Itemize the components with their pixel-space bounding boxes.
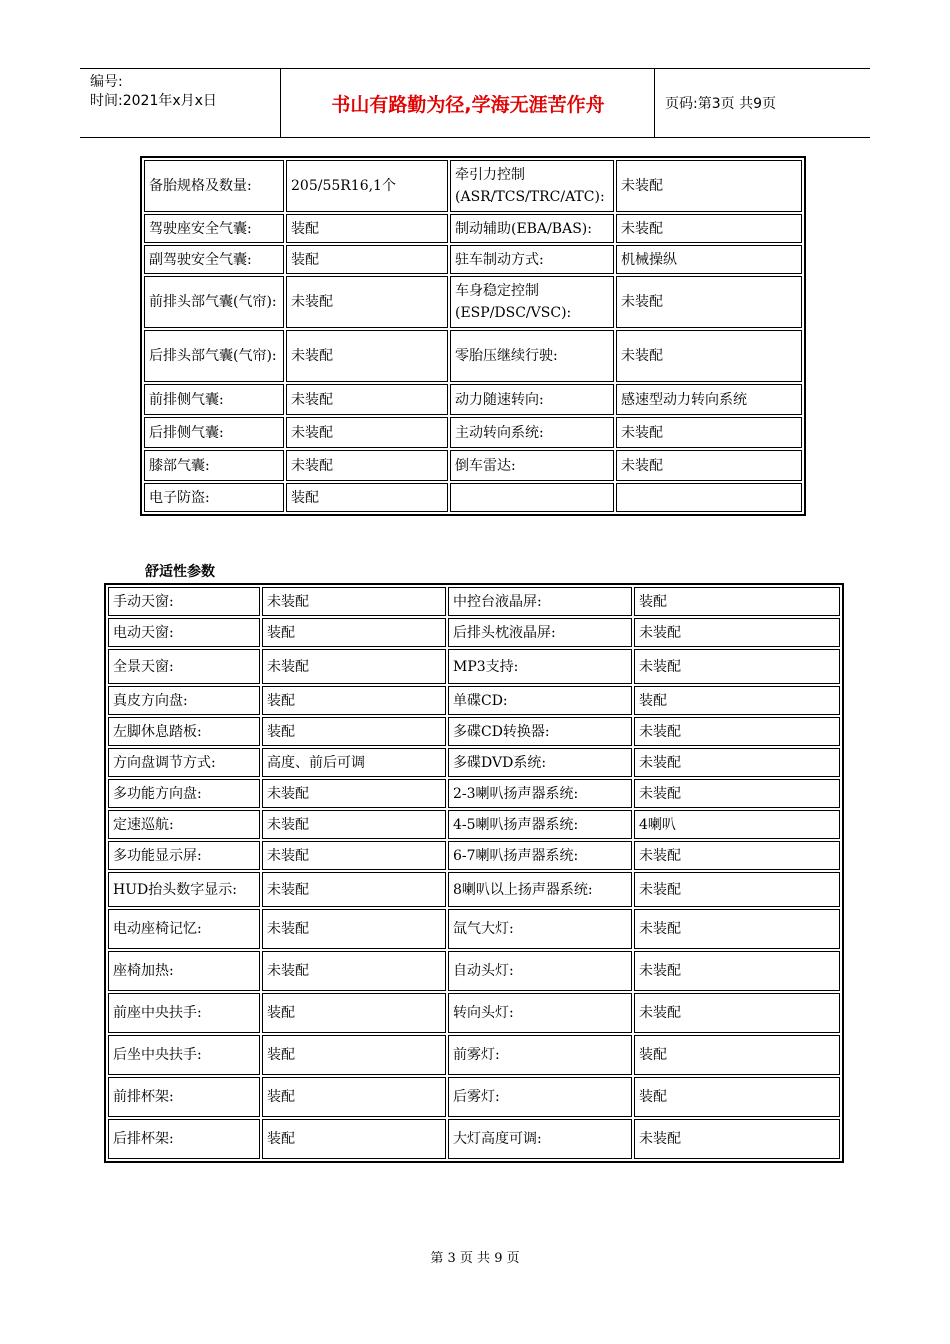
spec-label: HUD抬头数字显示: [108,872,260,907]
spec-label: 多碟DVD系统: [448,748,632,777]
spec-value: 未装配 [262,951,446,991]
spec-label: 主动转向系统: [450,417,614,448]
comfort-section-title: 舒适性参数 [145,564,215,580]
spec-value: 未装配 [634,779,840,808]
header-divider [654,69,655,137]
spec-value: 未装配 [286,417,448,448]
table-row [108,993,840,1033]
spec-label: 转向头灯: [448,993,632,1033]
spec-value: 装配 [262,717,446,746]
spec-label: 副驾驶安全气囊: [144,245,284,274]
table-row [144,483,802,512]
spec-value: 装配 [286,214,448,243]
date-label: 时间:2021年x月x日 [90,93,217,109]
spec-label: 膝部气囊: [144,450,284,481]
spec-label: 定速巡航: [108,810,260,839]
spec-label: 动力随速转向: [450,384,614,415]
spec-value: 感速型动力转向系统 [616,384,802,415]
spec-label: 多功能方向盘: [108,779,260,808]
spec-label: 单碟CD: [448,686,632,715]
spec-label: 2-3喇叭扬声器系统: [448,779,632,808]
spec-value: 装配 [286,483,448,512]
spec-value: 未装配 [262,779,446,808]
spec-value: 未装配 [262,872,446,907]
spec-value: 未装配 [634,951,840,991]
spec-value: 装配 [634,587,840,616]
spec-value: 高度、前后可调 [262,748,446,777]
table-row [144,330,802,382]
spec-value: 未装配 [262,841,446,870]
spec-value: 未装配 [634,909,840,949]
spec-label: 手动天窗: [108,587,260,616]
table-row [144,450,802,481]
spec-label: 中控台液晶屏: [448,587,632,616]
spec-label: 座椅加热: [108,951,260,991]
spec-label: 牵引力控制(ASR/TCS/TRC/ATC): [450,160,614,212]
spec-value: 未装配 [286,276,448,328]
spec-value: 未装配 [262,649,446,684]
spec-value: 未装配 [634,649,840,684]
table-row [108,1035,840,1075]
spec-label [450,483,614,512]
spec-label: 方向盘调节方式: [108,748,260,777]
spec-value: 未装配 [634,872,840,907]
spec-label: 前排头部气囊(气帘): [144,276,284,328]
spec-value: 4喇叭 [634,810,840,839]
spec-value: 装配 [634,686,840,715]
spec-label: 电动天窗: [108,618,260,647]
spec-label: 大灯高度可调: [448,1119,632,1159]
page-header [80,68,870,138]
spec-value: 未装配 [634,841,840,870]
spec-label: 前座中央扶手: [108,993,260,1033]
page-footer: 第 3 页 共 9 页 [430,1251,520,1266]
spec-label: 多碟CD转换器: [448,717,632,746]
spec-value: 未装配 [616,160,802,212]
spec-label: 后坐中央扶手: [108,1035,260,1075]
table-row [108,618,840,647]
spec-value: 未装配 [616,450,802,481]
spec-value: 未装配 [616,330,802,382]
spec-label: 4-5喇叭扬声器系统: [448,810,632,839]
spec-value [616,483,802,512]
spec-label: 电子防盗: [144,483,284,512]
table-row [144,384,802,415]
spec-value: 装配 [262,1119,446,1159]
number-label: 编号: [90,74,123,90]
spec-label: 真皮方向盘: [108,686,260,715]
spec-value: 装配 [262,686,446,715]
table-row [108,841,840,870]
spec-value: 未装配 [262,909,446,949]
table-row [108,810,840,839]
spec-label: 备胎规格及数量: [144,160,284,212]
spec-value: 装配 [262,1077,446,1117]
spec-value: 未装配 [616,276,802,328]
spec-value: 未装配 [634,993,840,1033]
table-row [108,748,840,777]
spec-value: 装配 [262,993,446,1033]
spec-value: 未装配 [616,214,802,243]
table-row [108,779,840,808]
table-row [144,276,802,328]
spec-label: 自动头灯: [448,951,632,991]
table-row [108,872,840,907]
table-row [108,1119,840,1159]
spec-value: 装配 [634,1035,840,1075]
table-row [108,649,840,684]
spec-label: 前排杯架: [108,1077,260,1117]
spec-label: 6-7喇叭扬声器系统: [448,841,632,870]
spec-label: 车身稳定控制(ESP/DSC/VSC): [450,276,614,328]
spec-value: 装配 [262,1035,446,1075]
table-row [144,417,802,448]
spec-label: 电动座椅记忆: [108,909,260,949]
spec-value: 装配 [634,1077,840,1117]
spec-label: 后排头枕液晶屏: [448,618,632,647]
table-row [108,717,840,746]
spec-value: 未装配 [634,717,840,746]
spec-value: 未装配 [286,330,448,382]
header-motto: 书山有路勤为径,学海无涯苦作舟 [331,93,605,116]
comfort-spec-table [104,583,844,1163]
spec-label: 后雾灯: [448,1077,632,1117]
table-row [144,160,802,212]
spec-value: 未装配 [262,810,446,839]
spec-label: 零胎压继续行驶: [450,330,614,382]
spec-value: 未装配 [262,587,446,616]
spec-label: MP3支持: [448,649,632,684]
table-row [108,909,840,949]
spec-value: 未装配 [634,748,840,777]
spec-label: 后排杯架: [108,1119,260,1159]
table-row [144,214,802,243]
spec-value: 未装配 [634,1119,840,1159]
spec-label: 氙气大灯: [448,909,632,949]
table-row [108,951,840,991]
table-row [144,245,802,274]
spec-value: 未装配 [616,417,802,448]
page-number-label: 页码:第3页 共9页 [665,96,776,112]
spec-label: 8喇叭以上扬声器系统: [448,872,632,907]
spec-label: 倒车雷达: [450,450,614,481]
safety-spec-table [140,156,806,516]
spec-label: 驾驶座安全气囊: [144,214,284,243]
spec-label: 制动辅助(EBA/BAS): [450,214,614,243]
spec-label: 驻车制动方式: [450,245,614,274]
spec-label: 后排头部气囊(气帘): [144,330,284,382]
header-divider [280,69,281,137]
spec-value: 机械操纵 [616,245,802,274]
spec-label: 全景天窗: [108,649,260,684]
table-row [108,1077,840,1117]
spec-label: 左脚休息踏板: [108,717,260,746]
spec-value: 装配 [262,618,446,647]
table-row [108,587,840,616]
spec-label: 后排侧气囊: [144,417,284,448]
spec-value: 装配 [286,245,448,274]
spec-value: 未装配 [286,384,448,415]
spec-label: 前排侧气囊: [144,384,284,415]
spec-label: 多功能显示屏: [108,841,260,870]
spec-label: 前雾灯: [448,1035,632,1075]
spec-value: 未装配 [286,450,448,481]
table-row [108,686,840,715]
spec-value: 未装配 [634,618,840,647]
header-left [90,73,217,111]
spec-value: 205/55R16,1个 [286,160,448,212]
